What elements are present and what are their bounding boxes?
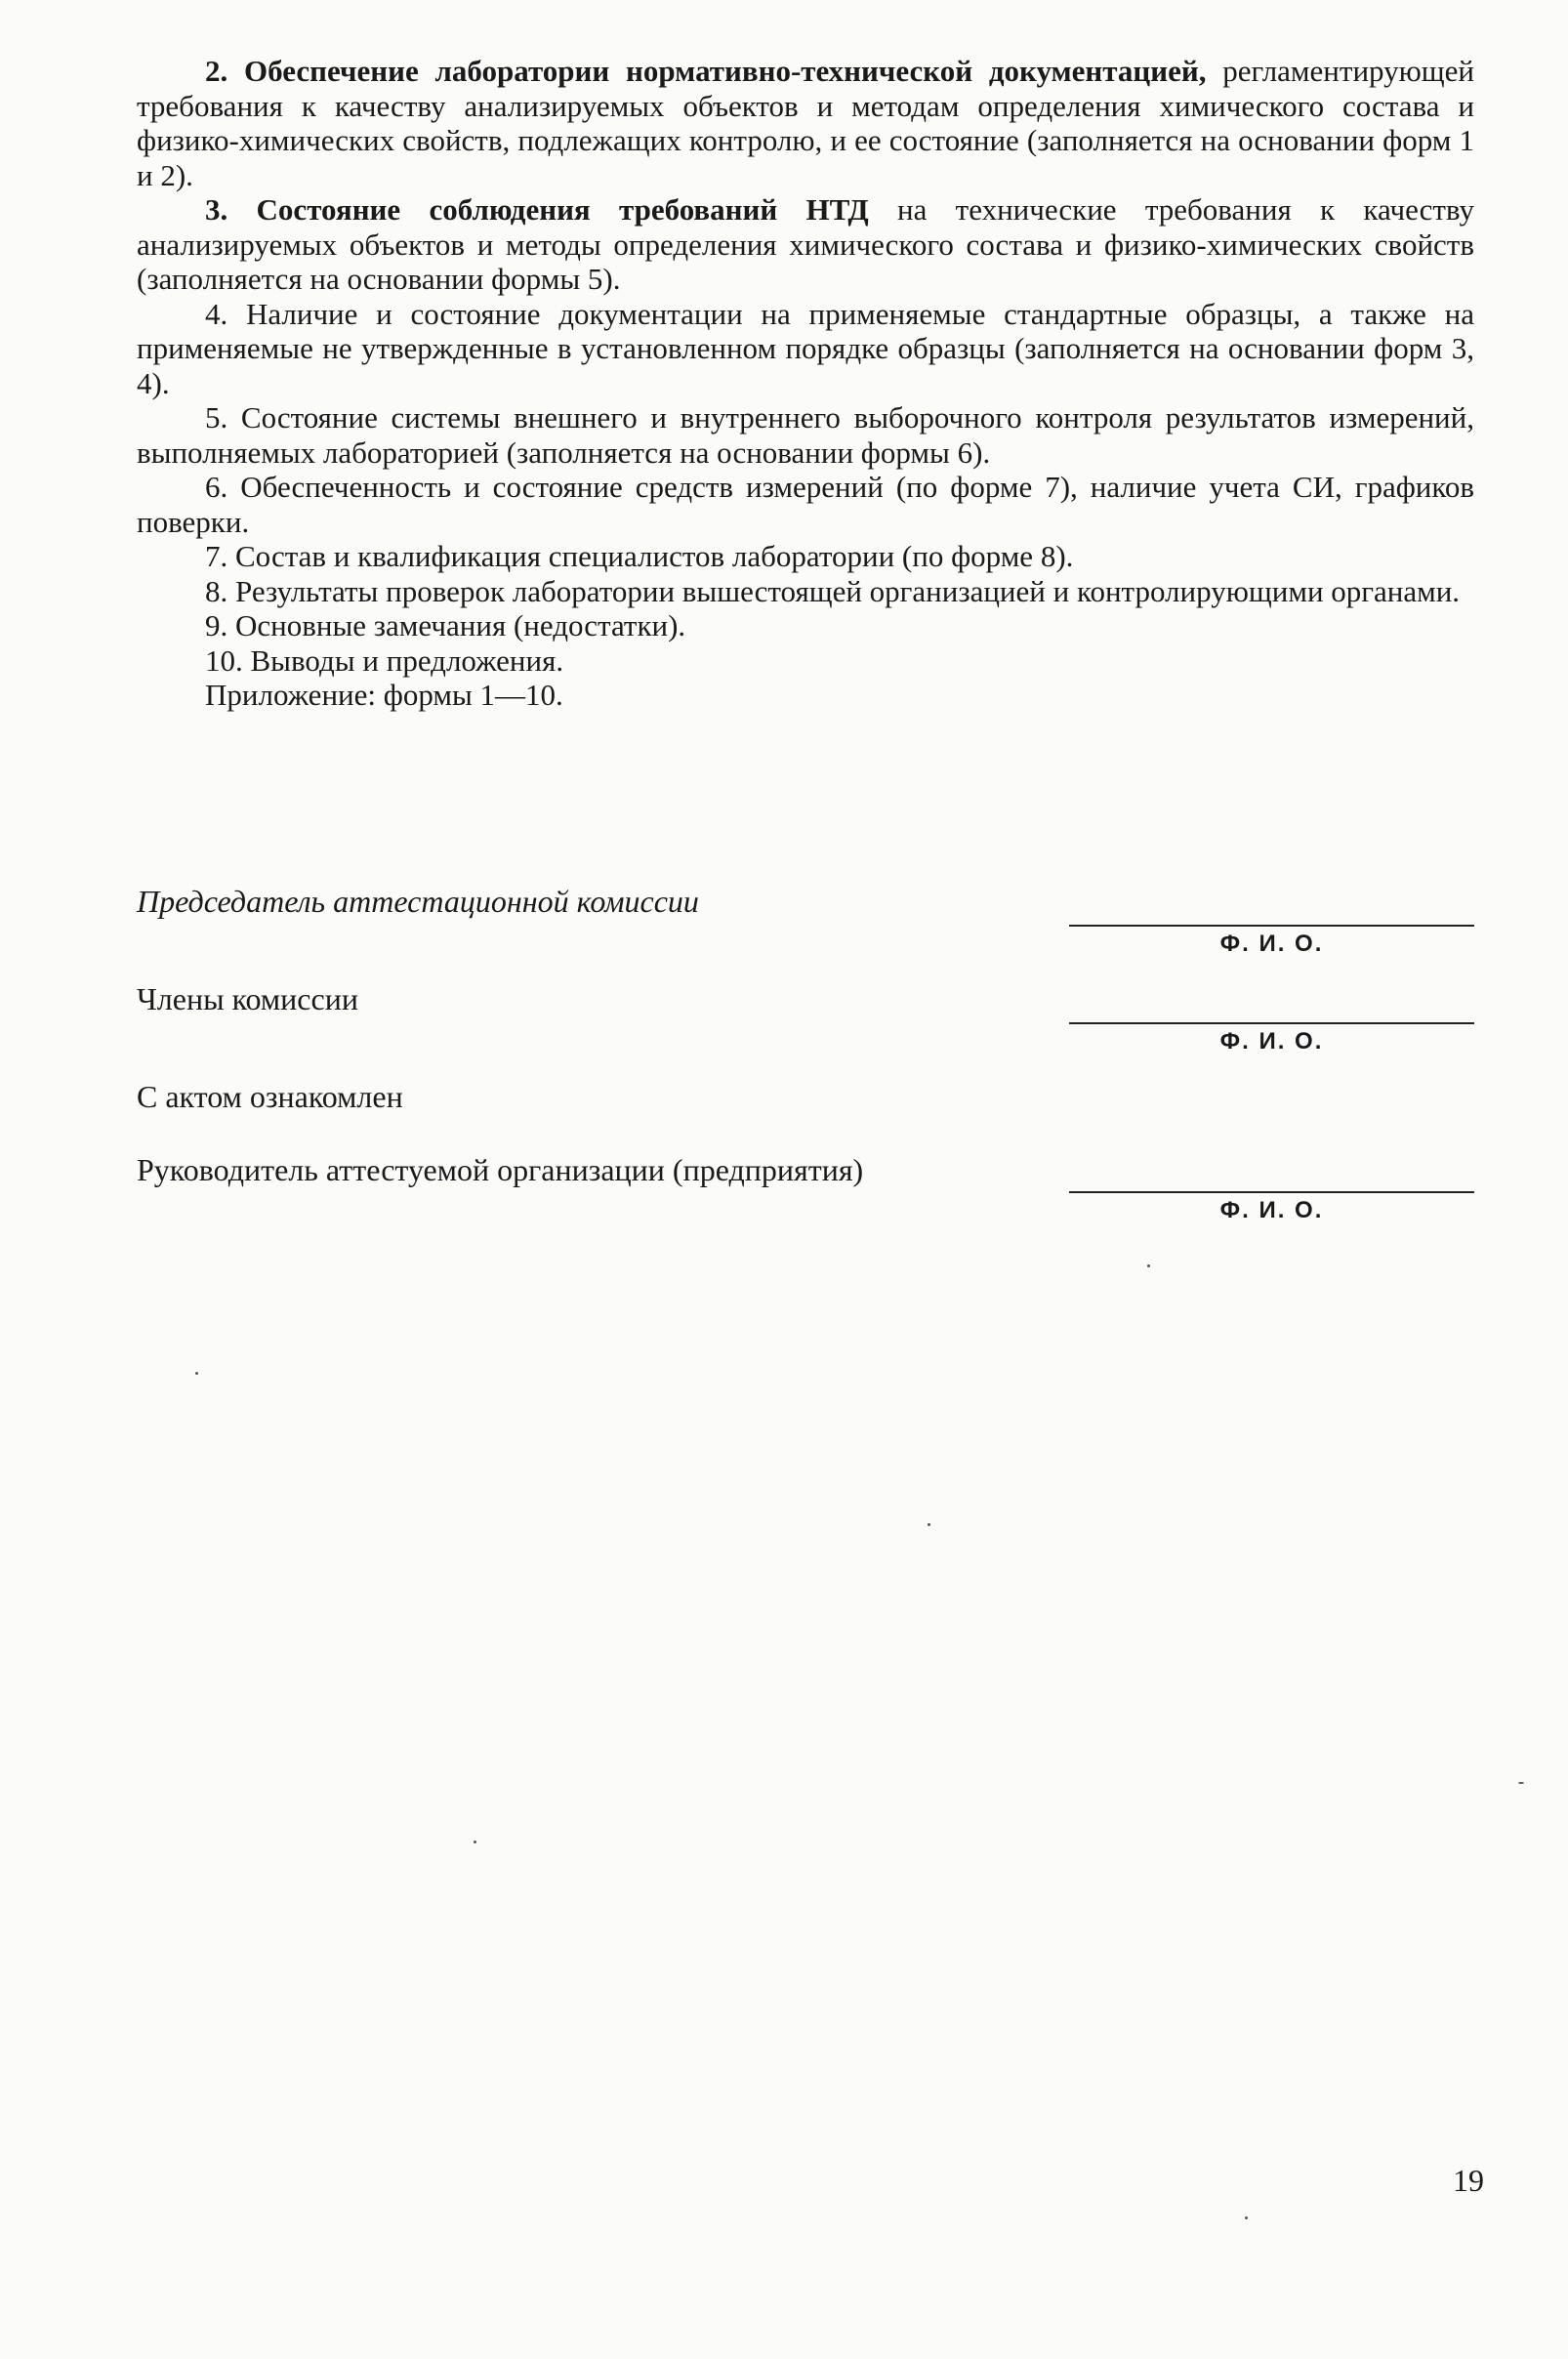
paragraph-10: 10. Выводы и предложения. — [205, 642, 564, 678]
body-text — [137, 54, 1474, 713]
paragraph-2 — [137, 54, 1474, 192]
acquainted-label: С актом ознакомлен — [137, 1079, 403, 1114]
paragraph-7: 7. Состав и квалификация специалистов лаборатории (по форме 8). — [205, 539, 1074, 573]
paragraph-3-text: на технические требования к качеству анализируемых объектов и методы определения химического состава и физико-химических свойств (заполняется на основании формы 5). — [137, 192, 1475, 296]
paragraph-4: 4. Наличие и состояние документации на применяемые стандартные образцы, а также на применяемые не утвержденные в установленном порядке образцы (заполняется на основании форм 3, 4). — [137, 296, 1474, 400]
paragraph-2-text: регламентирующей требования к качеству анализируемых объектов и методам определения химического состава и физико-химических свойств, подлежащих контролю, и ее состояние (заполняется на основании форм 1 и 2). — [137, 54, 1475, 192]
scan-speck — [928, 1523, 930, 1526]
paragraph-9: 9. Основные замечания (недостатки). — [205, 608, 686, 642]
members-signature-line — [1069, 1022, 1474, 1024]
chairman-caption: Ф. И. О. — [1219, 931, 1324, 957]
scan-speck — [1245, 2216, 1248, 2219]
paragraph-8: 8. Результаты проверок лаборатории вышестоящей организацией и контролирующими органами. — [205, 573, 1461, 608]
scan-speck — [1518, 1782, 1524, 1784]
chairman-signature-line — [1069, 925, 1474, 927]
paragraph-5: 5. Состояние системы внешнего и внутреннего выборочного контроля результатов измерений, выполняемых лабораторией (заполняется на основании формы 6). — [137, 400, 1474, 470]
scan-speck — [195, 1372, 198, 1375]
scan-speck — [474, 1841, 476, 1843]
scan-speck — [1147, 1264, 1150, 1267]
paragraph-6: 6. Обеспеченность и состояние средств измерений (по форме 7), наличие учета СИ, графиков поверки. — [137, 470, 1474, 539]
head-signature — [137, 1152, 1474, 1221]
head-caption: Ф. И. О. — [1219, 1197, 1324, 1223]
appendix-line: Приложение: формы 1—10. — [205, 678, 563, 712]
chairman-signature — [137, 884, 1474, 957]
head-label: Руководитель аттестуемой организации (предприятия) — [137, 1152, 864, 1187]
paragraph-3-lead: 3. Состояние соблюдения требований НТД — [205, 192, 869, 227]
chairman-label: Председатель аттестационной комиссии — [137, 884, 699, 919]
page-number: 19 — [1453, 2163, 1484, 2198]
members-caption: Ф. И. О. — [1219, 1028, 1324, 1055]
acquainted-block — [137, 1079, 1474, 1147]
paragraph-2-lead: 2. Обеспечение лаборатории нормативно-технической документацией, — [205, 54, 1207, 88]
members-signature — [137, 981, 1474, 1055]
paragraph-3 — [137, 192, 1474, 297]
members-label: Члены комиссии — [137, 981, 358, 1016]
head-signature-line — [1069, 1191, 1474, 1193]
